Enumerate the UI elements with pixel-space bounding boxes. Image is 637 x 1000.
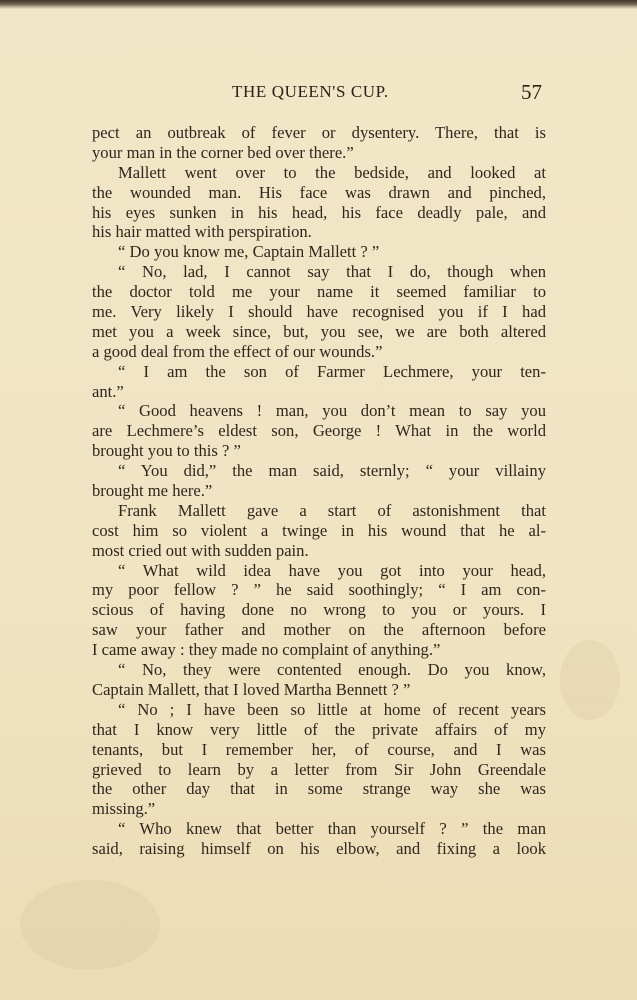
text-line: cost him so violent a twinge in his wound that he al- (92, 520, 546, 540)
text-line: that I know very little of the private affairs of my (92, 719, 546, 739)
text-line: the other day that in some strange way she was (92, 779, 546, 799)
text-line: “ Good heavens ! man, you don’t mean to say you (118, 401, 546, 421)
page-number: 57 (521, 80, 542, 104)
page-top-edge-shadow (0, 0, 637, 9)
text-line: the doctor told me your name it seemed familiar to (92, 282, 546, 302)
text-line: “ No, they were contented enough. Do you know, (118, 660, 546, 680)
paper-stain (560, 640, 620, 720)
text-line: saw your father and mother on the afternoon before (92, 620, 546, 640)
text-line: the wounded man. His face was drawn and pinched, (92, 182, 546, 202)
text-line: grieved to learn by a letter from Sir John Greendale (92, 759, 546, 779)
text-line: me. Very likely I should have recognised you if I had (92, 302, 546, 322)
text-line: “ No ; I have been so little at home of recent years (118, 699, 546, 719)
text-line: his eyes sunken in his head, his face deadly pale, and (92, 202, 546, 222)
page-header (0, 82, 637, 108)
text-line: most cried out with sudden pain. (92, 540, 309, 560)
text-line: ant.” (92, 381, 124, 401)
text-line: “ Do you know me, Captain Mallett ? ” (118, 242, 380, 262)
text-line: a good deal from the effect of our wounds.” (92, 341, 383, 361)
text-line: your man in the corner bed over there.” (92, 142, 354, 162)
text-line: brought me here.” (92, 481, 213, 501)
text-line: “ I am the son of Farmer Lechmere, your ten- (118, 361, 546, 381)
text-line: my poor fellow ? ” he said soothingly; “ I am con- (92, 580, 546, 600)
text-line: met you a week since, but, you see, we are both altered (92, 321, 546, 341)
running-title: THE QUEEN'S CUP. (232, 82, 389, 101)
text-line: Captain Mallett, that I loved Martha Bennett ? ” (92, 679, 411, 699)
text-line: “ What wild idea have you got into your head, (118, 560, 546, 580)
text-line: I came away : they made no complaint of anything.” (92, 640, 441, 660)
text-line: his hair matted with perspiration. (92, 222, 312, 242)
text-line: pect an outbreak of fever or dysentery. There, that is (92, 123, 546, 142)
text-line: “ No, lad, I cannot say that I do, though when (118, 262, 546, 282)
text-line: said, raising himself on his elbow, and fixing a look (92, 839, 546, 859)
text-line: tenants, but I remember her, of course, and I was (92, 739, 546, 759)
text-line: Mallett went over to the bedside, and looked at (118, 162, 546, 182)
text-line: “ You did,” the man said, sternly; “ your villainy (118, 461, 546, 481)
text-line: “ Who knew that better than yourself ? ” the man (118, 819, 546, 839)
text-line: are Lechmere’s eldest son, George ! What in the world (92, 421, 546, 441)
body-text (92, 123, 546, 859)
text-line: Frank Mallett gave a start of astonishment that (118, 500, 546, 520)
text-line: missing.” (92, 799, 156, 819)
text-line: scious of having done no wrong to you or yours. I (92, 600, 546, 620)
text-line: brought you to this ? ” (92, 441, 241, 461)
paper-stain (20, 880, 160, 970)
